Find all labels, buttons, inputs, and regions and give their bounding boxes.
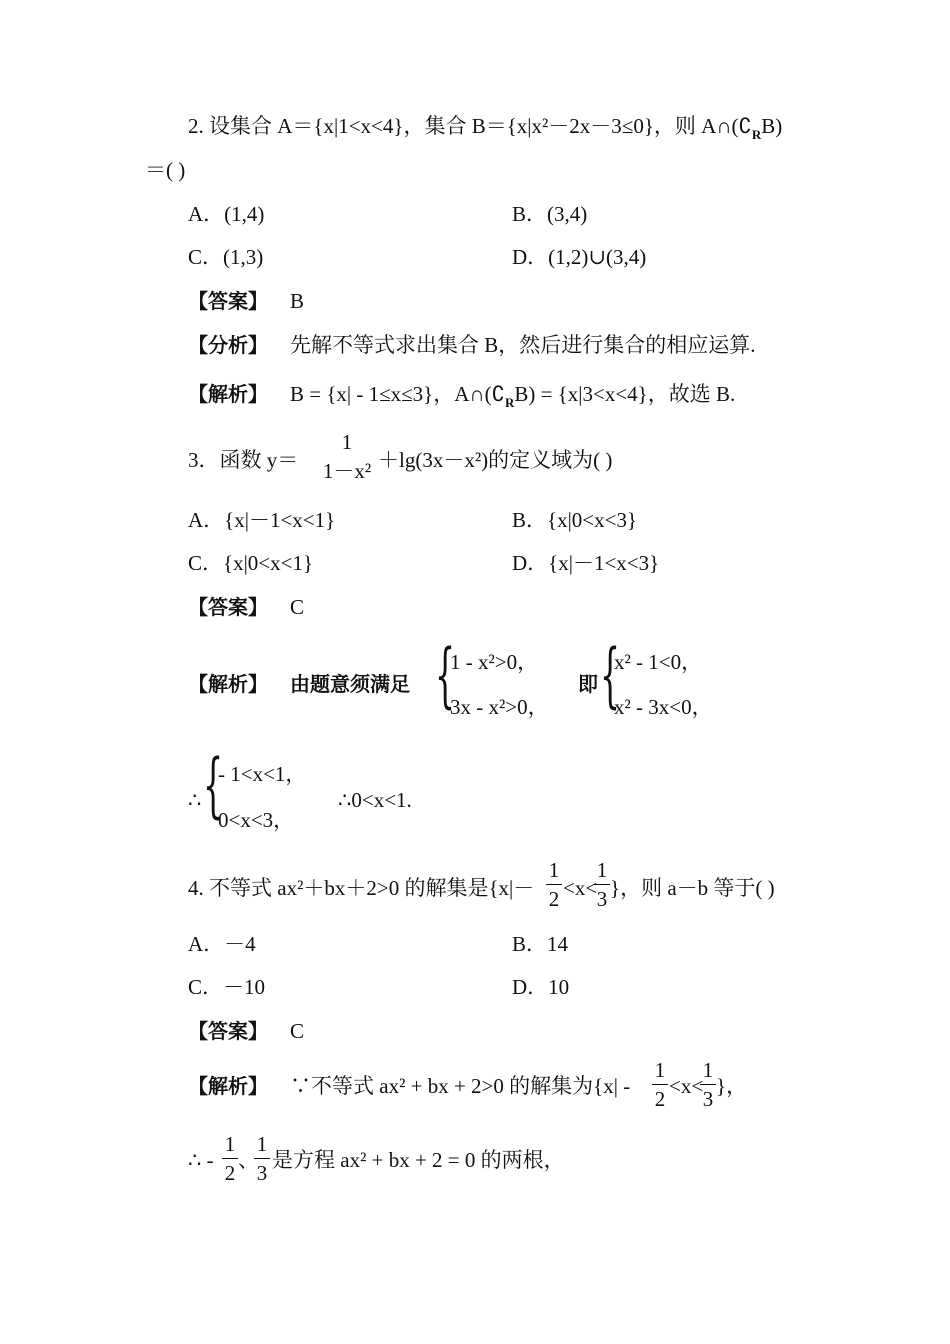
q3-answer [188, 593, 304, 621]
q4-solution-third-denominator: 3 [702, 1087, 714, 1111]
q3-conclusion: ∴0<x<1. [338, 788, 412, 812]
q3-system2-brace: { [600, 634, 621, 716]
q3-option-d: D．{x|－1<x<3} [512, 551, 660, 575]
q4-solution-half-denominator: 2 [654, 1087, 666, 1111]
q2-stem-text: 2. 设集合 A＝{x|1<x<4}，集合 B＝{x|x²－2x－3≤0}，则 A∩(∁ [188, 114, 752, 138]
q3-answer-tag: 【答案】 [188, 595, 268, 619]
q3-option-c: C．{x|0<x<1} [188, 551, 314, 575]
q3-fraction [318, 430, 376, 483]
q4-answer-tag: 【答案】 [188, 1019, 268, 1043]
q4-half-denominator: 2 [548, 887, 560, 911]
q4-roots-third-bar [254, 1158, 270, 1159]
q4-solution-third [700, 1058, 716, 1111]
q2-analysis [188, 331, 756, 359]
q2-stem-line1 [188, 112, 782, 149]
q4-option-b: B．14 [512, 932, 569, 956]
q3-option-b: B．{x|0<x<3} [512, 508, 638, 532]
q3-system3-line1: - 1<x<1， [218, 762, 307, 786]
q2-solution [188, 380, 735, 417]
q3-label: 3．函数 y＝ [188, 448, 299, 472]
q3-solution-mid: 即 [578, 672, 598, 696]
q4-third-bar [594, 884, 610, 885]
q2-answer-tag: 【答案】 [188, 289, 268, 313]
q4-solution-third-bar [700, 1084, 716, 1085]
q4-roots-half-numerator: 1 [224, 1132, 236, 1156]
q4-roots-third [254, 1132, 270, 1185]
q3-solution-lead: 由题意须满足 [290, 672, 410, 696]
q2-solution-text-b: B) = {x|3<x<4}，故选 B. [514, 382, 736, 406]
q2-solution-sub: R [504, 395, 515, 410]
q2-option-d: D．(1,2)∪(3,4) [512, 245, 647, 269]
q4-roots-text: 是方程 ax² + bx + 2 = 0 的两根， [272, 1148, 565, 1172]
q3-fraction-denominator: 1－x² [322, 459, 372, 483]
q4-stem-a: 4. 不等式 ax²＋bx＋2>0 的解集是{x|－ [188, 876, 535, 900]
q3-option-a: A．{x|－1<x<1} [188, 508, 336, 532]
q3-fraction-numerator: 1 [341, 430, 353, 454]
q2-option-b: B．(3,4) [512, 202, 588, 226]
q4-answer-value: C [290, 1019, 305, 1043]
q4-solution-half-bar [652, 1084, 668, 1085]
q3-solution [188, 670, 410, 698]
q4-roots-lead: ∴ - [188, 1148, 214, 1172]
q2-stem-line2: ＝( ) [145, 158, 186, 182]
q4-solution-third-numerator: 1 [702, 1058, 714, 1082]
q4-roots-half-denominator: 2 [224, 1161, 236, 1185]
q4-half-bar [546, 884, 562, 885]
q4-half-fraction [546, 858, 562, 911]
q3-system2-line1: x² - 1<0， [614, 650, 703, 674]
q4-half-numerator: 1 [548, 858, 560, 882]
q4-option-d: D．10 [512, 975, 570, 999]
q3-system3-line2: 0<x<3， [218, 808, 295, 832]
q4-roots-half [222, 1132, 238, 1185]
q3-system3-brace: { [203, 744, 224, 826]
q4-solution-mid: <x< [669, 1074, 704, 1098]
q4-third-numerator: 1 [596, 858, 608, 882]
q4-roots-third-numerator: 1 [256, 1132, 268, 1156]
q3-solution-tag: 【解析】 [188, 672, 268, 696]
q3-answer-value: C [290, 595, 305, 619]
q4-stem-b: }，则 a－b 等于( ) [610, 876, 775, 900]
q3-system1-line1: 1 - x²>0， [450, 650, 539, 674]
q2-option-c: C．(1,3) [188, 245, 264, 269]
q4-solution-half [652, 1058, 668, 1111]
q4-solution-end: }， [716, 1074, 748, 1098]
q3-system1-brace: { [435, 634, 456, 716]
q4-solution-half-numerator: 1 [654, 1058, 666, 1082]
q2-answer-value: B [290, 289, 305, 313]
q3-system2-line2: x² - 3x<0， [614, 695, 713, 719]
q2-analysis-text: 先解不等式求出集合 B，然后进行集合的相应运算. [290, 333, 756, 357]
q3-system1-line2: 3x - x²>0， [450, 695, 549, 719]
q3-stem-rest: ＋lg(3x－x²)的定义域为( ) [378, 448, 613, 472]
q4-option-a: A．－4 [188, 932, 256, 956]
q3-fraction-bar [318, 456, 376, 457]
q3-therefore: ∴ [188, 788, 202, 812]
q4-solution-tag: 【解析】 [188, 1074, 268, 1098]
q2-option-a: A．(1,4) [188, 202, 265, 226]
q2-stem-end: B) [761, 114, 783, 138]
q4-stem-mid: <x< [563, 876, 598, 900]
q4-solution-text-a: ∵不等式 ax² + bx + 2>0 的解集为{x| - [290, 1074, 631, 1098]
q2-stem-sub: R [751, 127, 762, 142]
q4-roots-separator: 、 [238, 1148, 259, 1172]
q2-analysis-tag: 【分析】 [188, 333, 268, 357]
q4-option-c: C．－10 [188, 975, 266, 999]
q4-third-fraction [594, 858, 610, 911]
q2-solution-text-a: B = {x| - 1≤x≤3}，A∩(∁ [290, 382, 505, 406]
q4-roots-half-bar [222, 1158, 238, 1159]
q4-roots-third-denominator: 3 [256, 1161, 268, 1185]
q2-solution-tag: 【解析】 [188, 382, 268, 406]
q2-answer [188, 287, 304, 315]
q4-third-denominator: 3 [596, 887, 608, 911]
q4-solution [188, 1072, 630, 1100]
q4-answer [188, 1017, 304, 1045]
